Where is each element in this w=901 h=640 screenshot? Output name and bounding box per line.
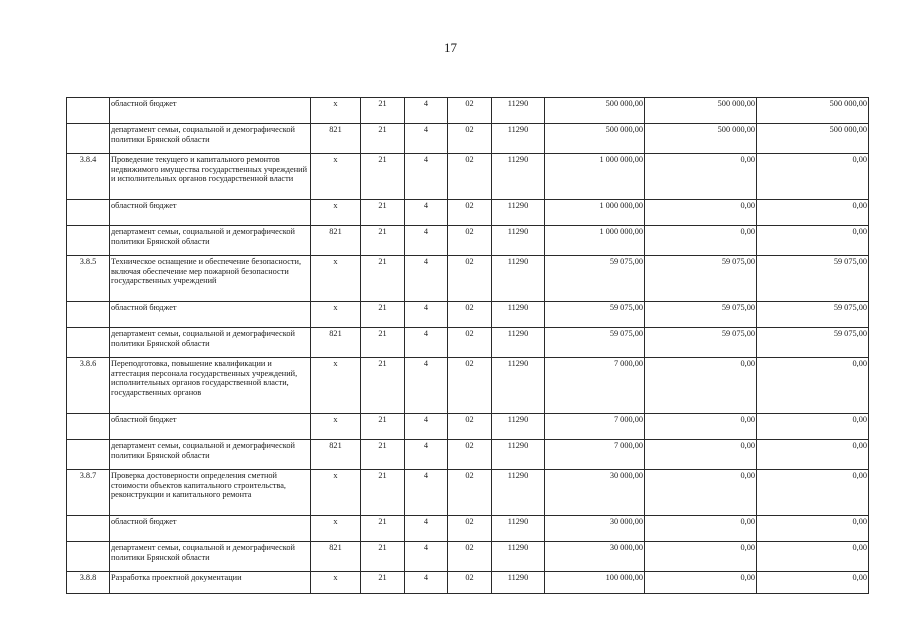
subprogram-code-cell: 4 bbox=[405, 414, 448, 440]
amount-year2-cell: 500 000,00 bbox=[645, 124, 757, 154]
subprogram-code-cell: 4 bbox=[405, 328, 448, 358]
table-row bbox=[67, 200, 869, 226]
direction-code-cell: 11290 bbox=[492, 98, 545, 124]
amount-year2-cell: 59 075,00 bbox=[645, 328, 757, 358]
amount-year2-cell: 0,00 bbox=[645, 542, 757, 572]
amount-year2-cell: 59 075,00 bbox=[645, 256, 757, 302]
table-row bbox=[67, 358, 869, 414]
row-name-cell: департамент семьи, социальной и демографической политики Брянской области bbox=[110, 542, 311, 572]
amount-year2-cell: 0,00 bbox=[645, 470, 757, 516]
program-code-cell: 21 bbox=[361, 516, 405, 542]
direction-code-cell: 11290 bbox=[492, 358, 545, 414]
direction-code-cell: 11290 bbox=[492, 470, 545, 516]
subprogram-code-cell: 4 bbox=[405, 358, 448, 414]
amount-year1-cell: 7 000,00 bbox=[545, 440, 645, 470]
gp-code-cell: х bbox=[311, 98, 361, 124]
row-name-cell: департамент семьи, социальной и демографической политики Брянской области bbox=[110, 226, 311, 256]
direction-code-cell: 11290 bbox=[492, 154, 545, 200]
direction-code-cell: 11290 bbox=[492, 256, 545, 302]
amount-year3-cell: 0,00 bbox=[757, 542, 869, 572]
table-row bbox=[67, 328, 869, 358]
amount-year3-cell: 0,00 bbox=[757, 572, 869, 594]
amount-year3-cell: 59 075,00 bbox=[757, 328, 869, 358]
program-code-cell: 21 bbox=[361, 440, 405, 470]
row-name-cell: Переподготовка, повышение квалификации и аттестация персонала государственных учреждений, исполнительных органов государственной власти, государственных органов bbox=[110, 358, 311, 414]
amount-year3-cell: 0,00 bbox=[757, 470, 869, 516]
program-code-cell: 21 bbox=[361, 200, 405, 226]
row-number-cell: 3.8.7 bbox=[67, 470, 110, 516]
amount-year1-cell: 7 000,00 bbox=[545, 358, 645, 414]
amount-year3-cell: 0,00 bbox=[757, 226, 869, 256]
row-number-cell bbox=[67, 302, 110, 328]
subprogram-code-cell: 4 bbox=[405, 200, 448, 226]
program-code-cell: 21 bbox=[361, 302, 405, 328]
table-row bbox=[67, 516, 869, 542]
row-name-cell: Техническое оснащение и обеспечение безопасности, включая обеспечение мер пожарной безопасности государственных учреждений bbox=[110, 256, 311, 302]
gp-code-cell: х bbox=[311, 302, 361, 328]
activity-code-cell: 02 bbox=[448, 256, 492, 302]
gp-code-cell: 821 bbox=[311, 440, 361, 470]
row-name-cell: областной бюджет bbox=[110, 302, 311, 328]
amount-year1-cell: 1 000 000,00 bbox=[545, 200, 645, 226]
activity-code-cell: 02 bbox=[448, 572, 492, 594]
direction-code-cell: 11290 bbox=[492, 302, 545, 328]
amount-year1-cell: 100 000,00 bbox=[545, 572, 645, 594]
amount-year2-cell: 0,00 bbox=[645, 226, 757, 256]
program-code-cell: 21 bbox=[361, 328, 405, 358]
table-row bbox=[67, 440, 869, 470]
subprogram-code-cell: 4 bbox=[405, 516, 448, 542]
activity-code-cell: 02 bbox=[448, 542, 492, 572]
direction-code-cell: 11290 bbox=[492, 328, 545, 358]
gp-code-cell: х bbox=[311, 256, 361, 302]
amount-year2-cell: 0,00 bbox=[645, 200, 757, 226]
gp-code-cell: 821 bbox=[311, 328, 361, 358]
subprogram-code-cell: 4 bbox=[405, 470, 448, 516]
table-row bbox=[67, 256, 869, 302]
amount-year2-cell: 0,00 bbox=[645, 414, 757, 440]
direction-code-cell: 11290 bbox=[492, 414, 545, 440]
row-name-cell: областной бюджет bbox=[110, 516, 311, 542]
table-row bbox=[67, 154, 869, 200]
program-code-cell: 21 bbox=[361, 414, 405, 440]
program-code-cell: 21 bbox=[361, 470, 405, 516]
subprogram-code-cell: 4 bbox=[405, 302, 448, 328]
row-number-cell bbox=[67, 200, 110, 226]
amount-year3-cell: 500 000,00 bbox=[757, 98, 869, 124]
activity-code-cell: 02 bbox=[448, 470, 492, 516]
row-number-cell bbox=[67, 124, 110, 154]
direction-code-cell: 11290 bbox=[492, 440, 545, 470]
gp-code-cell: 821 bbox=[311, 226, 361, 256]
subprogram-code-cell: 4 bbox=[405, 256, 448, 302]
amount-year3-cell: 59 075,00 bbox=[757, 302, 869, 328]
amount-year2-cell: 0,00 bbox=[645, 154, 757, 200]
amount-year1-cell: 59 075,00 bbox=[545, 256, 645, 302]
activity-code-cell: 02 bbox=[448, 516, 492, 542]
activity-code-cell: 02 bbox=[448, 200, 492, 226]
amount-year3-cell: 0,00 bbox=[757, 516, 869, 542]
activity-code-cell: 02 bbox=[448, 124, 492, 154]
subprogram-code-cell: 4 bbox=[405, 226, 448, 256]
direction-code-cell: 11290 bbox=[492, 200, 545, 226]
program-code-cell: 21 bbox=[361, 226, 405, 256]
subprogram-code-cell: 4 bbox=[405, 154, 448, 200]
row-number-cell bbox=[67, 98, 110, 124]
activity-code-cell: 02 bbox=[448, 226, 492, 256]
table-row bbox=[67, 414, 869, 440]
row-name-cell: Проверка достоверности определения сметной стоимости объектов капитального строительства, реконструкции и капитального ремонта bbox=[110, 470, 311, 516]
row-name-cell: областной бюджет bbox=[110, 200, 311, 226]
subprogram-code-cell: 4 bbox=[405, 98, 448, 124]
program-code-cell: 21 bbox=[361, 542, 405, 572]
program-code-cell: 21 bbox=[361, 98, 405, 124]
gp-code-cell: х bbox=[311, 154, 361, 200]
table-row bbox=[67, 470, 869, 516]
activity-code-cell: 02 bbox=[448, 440, 492, 470]
gp-code-cell: х bbox=[311, 470, 361, 516]
direction-code-cell: 11290 bbox=[492, 572, 545, 594]
amount-year2-cell: 0,00 bbox=[645, 516, 757, 542]
amount-year3-cell: 59 075,00 bbox=[757, 256, 869, 302]
amount-year3-cell: 0,00 bbox=[757, 440, 869, 470]
table-row bbox=[67, 302, 869, 328]
program-code-cell: 21 bbox=[361, 154, 405, 200]
row-number-cell bbox=[67, 328, 110, 358]
amount-year3-cell: 0,00 bbox=[757, 414, 869, 440]
program-code-cell: 21 bbox=[361, 124, 405, 154]
program-code-cell: 21 bbox=[361, 572, 405, 594]
table-row bbox=[67, 572, 869, 594]
gp-code-cell: х bbox=[311, 358, 361, 414]
row-number-cell: 3.8.6 bbox=[67, 358, 110, 414]
subprogram-code-cell: 4 bbox=[405, 124, 448, 154]
table-row bbox=[67, 226, 869, 256]
budget-table-body bbox=[67, 98, 869, 594]
gp-code-cell: х bbox=[311, 200, 361, 226]
budget-table bbox=[66, 97, 869, 594]
direction-code-cell: 11290 bbox=[492, 226, 545, 256]
amount-year1-cell: 59 075,00 bbox=[545, 302, 645, 328]
amount-year2-cell: 59 075,00 bbox=[645, 302, 757, 328]
amount-year1-cell: 1 000 000,00 bbox=[545, 154, 645, 200]
table-row bbox=[67, 98, 869, 124]
amount-year3-cell: 0,00 bbox=[757, 154, 869, 200]
row-number-cell: 3.8.5 bbox=[67, 256, 110, 302]
row-name-cell: Разработка проектной документации bbox=[110, 572, 311, 594]
row-name-cell: областной бюджет bbox=[110, 414, 311, 440]
gp-code-cell: 821 bbox=[311, 124, 361, 154]
program-code-cell: 21 bbox=[361, 256, 405, 302]
amount-year3-cell: 0,00 bbox=[757, 200, 869, 226]
activity-code-cell: 02 bbox=[448, 154, 492, 200]
row-number-cell: 3.8.8 bbox=[67, 572, 110, 594]
subprogram-code-cell: 4 bbox=[405, 440, 448, 470]
amount-year2-cell: 0,00 bbox=[645, 358, 757, 414]
row-number-cell bbox=[67, 414, 110, 440]
row-name-cell: департамент семьи, социальной и демографической политики Брянской области bbox=[110, 440, 311, 470]
row-name-cell: Проведение текущего и капитального ремонтов недвижимого имущества государственных учреждений и исполнительных органов государственной власти bbox=[110, 154, 311, 200]
row-name-cell: департамент семьи, социальной и демографической политики Брянской области bbox=[110, 124, 311, 154]
amount-year2-cell: 0,00 bbox=[645, 440, 757, 470]
amount-year1-cell: 1 000 000,00 bbox=[545, 226, 645, 256]
amount-year1-cell: 59 075,00 bbox=[545, 328, 645, 358]
activity-code-cell: 02 bbox=[448, 98, 492, 124]
amount-year1-cell: 500 000,00 bbox=[545, 98, 645, 124]
amount-year1-cell: 7 000,00 bbox=[545, 414, 645, 440]
direction-code-cell: 11290 bbox=[492, 542, 545, 572]
row-number-cell bbox=[67, 440, 110, 470]
activity-code-cell: 02 bbox=[448, 328, 492, 358]
amount-year1-cell: 30 000,00 bbox=[545, 542, 645, 572]
row-name-cell: областной бюджет bbox=[110, 98, 311, 124]
direction-code-cell: 11290 bbox=[492, 124, 545, 154]
amount-year2-cell: 500 000,00 bbox=[645, 98, 757, 124]
row-number-cell: 3.8.4 bbox=[67, 154, 110, 200]
row-number-cell bbox=[67, 516, 110, 542]
table-row bbox=[67, 124, 869, 154]
gp-code-cell: х bbox=[311, 414, 361, 440]
gp-code-cell: х bbox=[311, 516, 361, 542]
row-number-cell bbox=[67, 226, 110, 256]
amount-year3-cell: 0,00 bbox=[757, 358, 869, 414]
program-code-cell: 21 bbox=[361, 358, 405, 414]
amount-year1-cell: 30 000,00 bbox=[545, 516, 645, 542]
direction-code-cell: 11290 bbox=[492, 516, 545, 542]
subprogram-code-cell: 4 bbox=[405, 572, 448, 594]
amount-year3-cell: 500 000,00 bbox=[757, 124, 869, 154]
row-name-cell: департамент семьи, социальной и демографической политики Брянской области bbox=[110, 328, 311, 358]
amount-year1-cell: 30 000,00 bbox=[545, 470, 645, 516]
table-row bbox=[67, 542, 869, 572]
activity-code-cell: 02 bbox=[448, 302, 492, 328]
gp-code-cell: 821 bbox=[311, 542, 361, 572]
gp-code-cell: х bbox=[311, 572, 361, 594]
subprogram-code-cell: 4 bbox=[405, 542, 448, 572]
activity-code-cell: 02 bbox=[448, 358, 492, 414]
amount-year1-cell: 500 000,00 bbox=[545, 124, 645, 154]
activity-code-cell: 02 bbox=[448, 414, 492, 440]
page-number: 17 bbox=[444, 40, 457, 55]
amount-year2-cell: 0,00 bbox=[645, 572, 757, 594]
row-number-cell bbox=[67, 542, 110, 572]
